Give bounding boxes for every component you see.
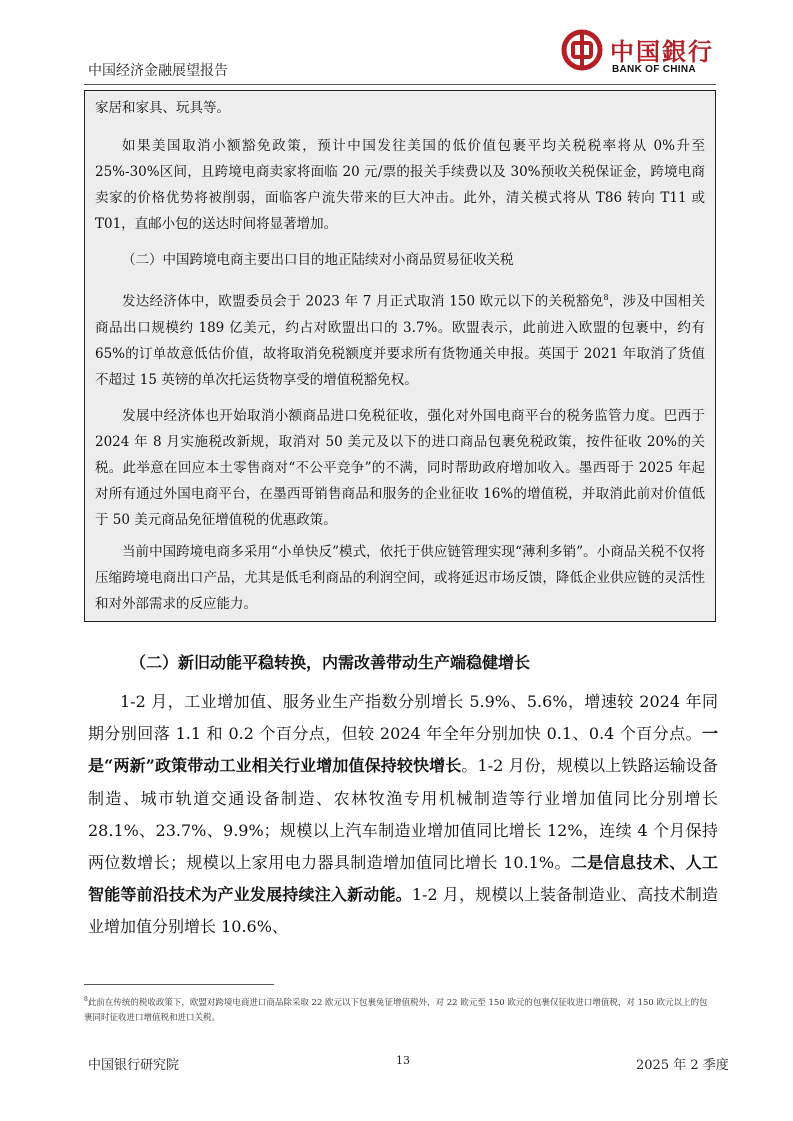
footnote-reference[interactable]: 8 bbox=[603, 293, 609, 302]
body-sentence-2: 。1-2 月份，规模以上铁路运输设备制造、城市轨道交通设备制造、农林牧渔专用机械制造等行业增加值同比分别增长 28.1%、23.7%、9.9%；规模以上汽车制造业增加值同比增长 12%，连续 4 个月保持两位数增长；规模以上家用电力器具制造增加值同比增长 10.1%。 bbox=[88, 756, 718, 873]
footnote bbox=[84, 992, 714, 1026]
footnote-mark: 8 bbox=[84, 996, 88, 1003]
box-paragraph-1: 家居和家具、玩具等。 bbox=[95, 100, 230, 116]
callout-box bbox=[84, 90, 716, 622]
report-title: 中国经济金融展望报告 bbox=[88, 63, 228, 79]
logo-chinese-text: 中国銀行 bbox=[610, 37, 714, 66]
box-paragraph-3-rest: ，涉及中国相关商品出口规模约 189 亿美元，约占对欧盟出口的 3.7%。欧盟表示，此前进入欧盟的包裹中，约有 65%的订单故意低估价值，故将取消免税额度并要求所有货物通关申报。英国于 2021 年取消了货值不超过 15 英镑的单次托运货物享受的增值税豁免权。 bbox=[95, 293, 705, 388]
box-paragraph-4: 发展中经济体也开始取消小额商品进口免税征收，强化对外国电商平台的税务监管力度。巴西于 2024 年 8 月实施税改新规，取消对 50 美元及以下的进口商品包裹免税政策，按件征收 20%的关税。此举意在回应本土零售商对“不公平竞争”的不满，同时帮助政府增加收入。墨西哥于 2025 年起对所有通过外国电商平台，在墨西哥销售商品和服务的企业征收 16%的增值税，并取消此前对价值低于 50 美元商品免征增值税的优惠政策。 bbox=[95, 408, 705, 528]
body-emphasis-1: 一是“两新”政策带动工业相关行业增加值保持较快增长 bbox=[88, 724, 718, 776]
box-paragraph-3-lead: 发达经济体中，欧盟委员会于 2023 年 7 月正式取消 150 欧元以下的关税豁免 bbox=[122, 293, 604, 310]
section-heading: （二）新旧动能平稳转换，内需改善带动生产端稳健增长 bbox=[130, 653, 531, 672]
box-paragraph-2: 如果美国取消小额豁免政策，预计中国发往美国的低价值包裹平均关税税率将从 0%升至 25%-30%区间，且跨境电商卖家将面临 20 元/票的报关手续费以及 30%预收关税保证金，跨境电商卖家的价格优势将被削弱，面临客户流失带来的巨大冲击。此外，清关模式将从 T86 转向 T11 或 T01，直邮小包的送达时间将显著增加。 bbox=[95, 138, 705, 232]
footnote-divider bbox=[84, 984, 274, 985]
page-number: 13 bbox=[396, 1054, 410, 1067]
body-paragraph bbox=[88, 686, 718, 944]
box-subheading: （二）中国跨境电商主要出口目的地正陆续对小商品贸易征收关税 bbox=[122, 252, 514, 268]
body-emphasis-2: 二是信息技术、人工智能等前沿技术为产业发展持续注入新动能。 bbox=[88, 853, 718, 905]
bank-logo bbox=[560, 26, 720, 82]
logo-english-text: BANK OF CHINA bbox=[612, 64, 696, 75]
header-divider bbox=[84, 84, 716, 85]
bank-of-china-logo-icon bbox=[560, 28, 604, 72]
box-paragraph-5: 当前中国跨境电商多采用“小单快反”模式，依托于供应链管理实现“薄利多销”。小商品关税不仅将压缩跨境电商出口产品，尤其是低毛利商品的利润空间，或将延迟市场反馈，降低企业供应链的灵活性和对外部需求的反应能力。 bbox=[95, 544, 705, 612]
footnote-text: 此前在传统的税收政策下，欧盟对跨境电商进口商品除采取 22 欧元以下包裹免征增值税外，对 22 欧元至 150 欧元的包裹仅征收进口增值税，对 150 欧元以上的包裹同时征收进口增值税和进口关税。 bbox=[84, 997, 708, 1023]
box-paragraph-3 bbox=[95, 285, 705, 393]
footer-organization: 中国银行研究院 bbox=[88, 1058, 180, 1073]
body-sentence-3: 1-2 月，规模以上装备制造业、高技术制造业增加值分别增长 10.6%、 bbox=[88, 885, 718, 937]
footer-period: 2025 年 2 季度 bbox=[636, 1058, 729, 1073]
body-sentence-1: 1-2 月，工业增加值、服务业生产指数分别增长 5.9%、5.6%，增速较 2024 年同期分别回落 1.1 和 0.2 个百分点，但较 2024 年全年分别加快 0.1、0.4 个百分点。 bbox=[88, 692, 718, 744]
